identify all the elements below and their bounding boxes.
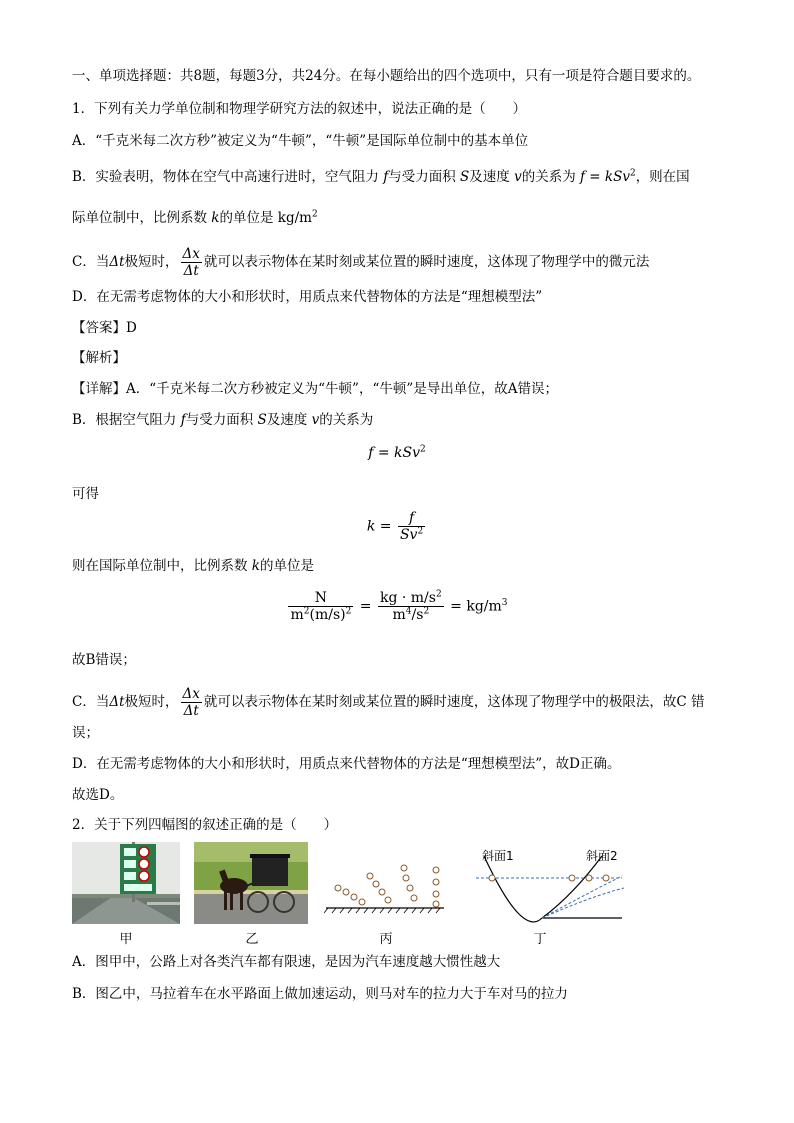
equation-1: f = kSv$^2$ [368, 444, 426, 461]
q2-stem: 2．关于下列四幅图的叙述正确的是（ ） [72, 817, 338, 833]
answer-line: 【答案】D [72, 320, 137, 336]
q1-option-a: A．“千克米每二次方秒”被定义为“牛顿”，“牛顿”是国际单位制中的基本单位 [72, 133, 529, 149]
detail-a: 【详解】A．“千克米每二次方秒被定义为“牛顿”，“牛顿”是导出单位，故A错误； [72, 381, 559, 397]
detail-b-conclusion: 故B错误； [72, 652, 136, 668]
figure-dominoes [324, 862, 446, 914]
q1-option-d: D．在无需考虑物体的大小和形状时，用质点来代替物体的方法是“理想模型法” [72, 289, 543, 305]
q1-stem: 1．下列有关力学单位制和物理学研究方法的叙述中，说法正确的是（ ） [72, 101, 527, 117]
delta-fraction: $\frac{\Delta x}{\Delta t}$ [182, 246, 200, 279]
detail-c: C．当Δt极短时， $\frac{\Delta x}{\Delta t}$ 就可以表示物体在某时刻或某位置的瞬时速度，这体现了物理学中的极限法，故C 错 [72, 686, 705, 719]
q2-option-a: A．图甲中，公路上对各类汽车都有限速，是因为汽车速度越大惯性越大 [72, 954, 501, 970]
kede: 可得 [72, 486, 99, 502]
figure-road-signs [72, 842, 180, 924]
equation-2: k = $\frac{f}{Sv^2}$ [366, 510, 424, 543]
fig4-label2: 斜面2 [586, 849, 618, 863]
fig4-label1: 斜面1 [482, 849, 514, 863]
q2-option-b: B．图乙中，马拉着车在水平路面上做加速运动，则马对车的拉力大于车对马的拉力 [72, 986, 568, 1002]
q1-option-b: B．实验表明，物体在空气中高速行进时，空气阻力 f与受力面积 S及速度 v的关系为 f = kSv$^2$，则在国 [72, 168, 690, 185]
detail-d: D．在无需考虑物体的大小和形状时，用质点来代替物体的方法是“理想模型法”，故D正确。 [72, 756, 621, 772]
choose-line: 故选D。 [72, 787, 124, 803]
caption-ding: 丁 [533, 932, 547, 947]
q1-option-b-line2: 际单位制中，比例系数 k的单位是 $kg/m^2$ [72, 209, 318, 226]
caption-bing: 丙 [379, 932, 393, 947]
figure-inclines [462, 846, 632, 924]
figure-horse-carriage [194, 842, 308, 924]
q1-option-c: C．当Δt极短时， $\frac{\Delta x}{\Delta t}$ 就可以表示物体在某时刻或某位置的瞬时速度，这体现了物理学中的微元法 [72, 246, 650, 279]
detail-c-line2: 误； [72, 725, 99, 741]
equation-3: $\frac{N}{m^2(m/s)^2}$ = $\frac{kg \cdot m/s^2}{m^4/s^2}$ = $kg/m^3$ [290, 589, 508, 623]
unit-intro: 则在国际单位制中，比例系数 k的单位是 [72, 558, 314, 574]
analysis-tag: 【解析】 [72, 350, 126, 366]
caption-yi: 乙 [245, 932, 259, 947]
section-header: 一、单项选择题：共8题，每题3分，共24分。在每小题给出的四个选项中，只有一项是符合题目要求的。 [72, 68, 701, 84]
detail-b: B．根据空气阻力 f与受力面积 S及速度 v的关系为 [72, 412, 374, 428]
caption-jia: 甲 [119, 932, 133, 947]
